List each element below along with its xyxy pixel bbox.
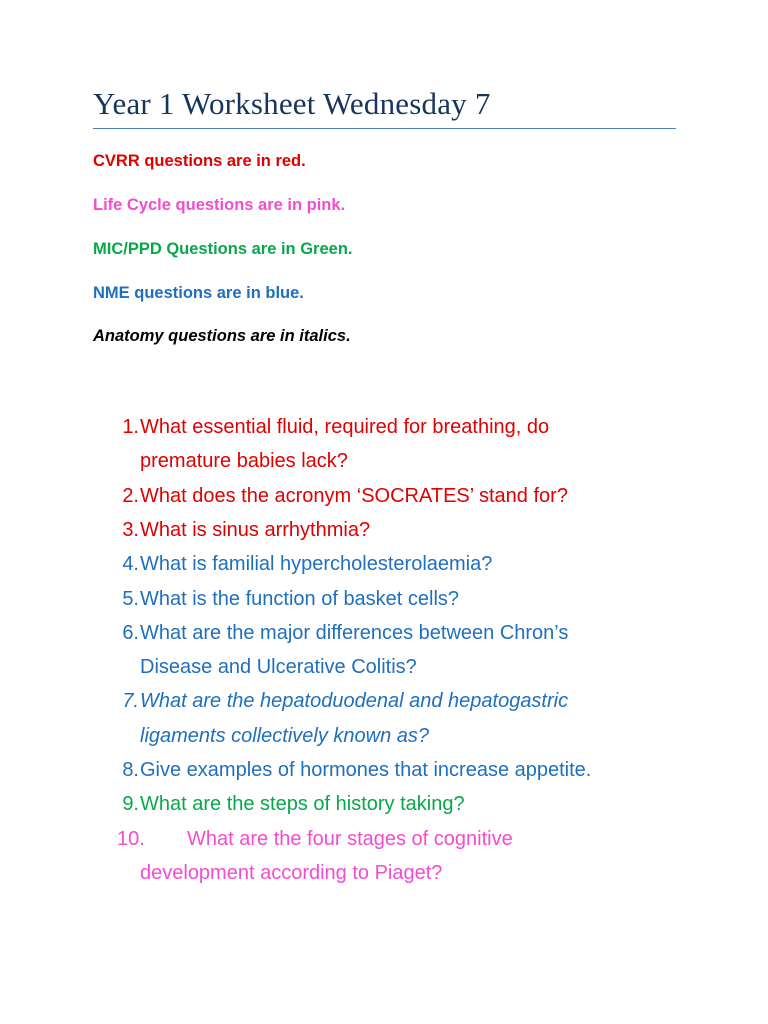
question-text: What is sinus arrhythmia? — [140, 518, 371, 541]
question-text: What is the function of basket cells? — [140, 587, 460, 610]
question-text: Give examples of hormones that increase appetite. — [140, 759, 592, 781]
question-text: premature babies lack? — [140, 450, 348, 473]
page-title: Year 1 Worksheet Wednesday 7 — [93, 86, 491, 121]
question-number: 3. — [122, 518, 139, 541]
question-text: What is familial hypercholesterolaemia? — [140, 553, 493, 576]
title-underline — [93, 128, 676, 129]
question-text: What essential fluid, required for breathing, do — [140, 416, 550, 438]
question-text: What are the hepatoduodenal and hepatogastric — [140, 690, 569, 713]
question-text: What does the acronym ‘SOCRATES’ stand for? — [140, 484, 568, 507]
question-text: What are the four stages of cognitive — [187, 827, 513, 850]
question-number: 10. — [117, 827, 145, 850]
question-number: 8. — [122, 759, 139, 781]
question-text: development according to Piaget? — [140, 861, 443, 884]
question-number: 4. — [122, 553, 139, 576]
legend-line: NME questions are in blue. — [93, 284, 304, 302]
question-number: 9. — [122, 793, 139, 816]
legend-line: MIC/PPD Questions are in Green. — [93, 240, 353, 258]
question-number: 2. — [122, 484, 139, 507]
question-number: 1. — [122, 416, 139, 438]
legend-line: Life Cycle questions are in pink. — [93, 196, 346, 214]
legend-line: Anatomy questions are in italics. — [93, 327, 351, 345]
question-number: 7. — [122, 690, 139, 713]
question-number: 6. — [122, 621, 139, 644]
legend-line: CVRR questions are in red. — [93, 152, 306, 170]
question-text: What are the steps of history taking? — [140, 793, 465, 816]
question-text: What are the major differences between Chron’s — [140, 621, 569, 644]
question-number: 5. — [122, 587, 139, 610]
question-text: Disease and Ulcerative Colitis? — [140, 656, 417, 679]
question-text: ligaments collectively known as? — [140, 724, 430, 747]
